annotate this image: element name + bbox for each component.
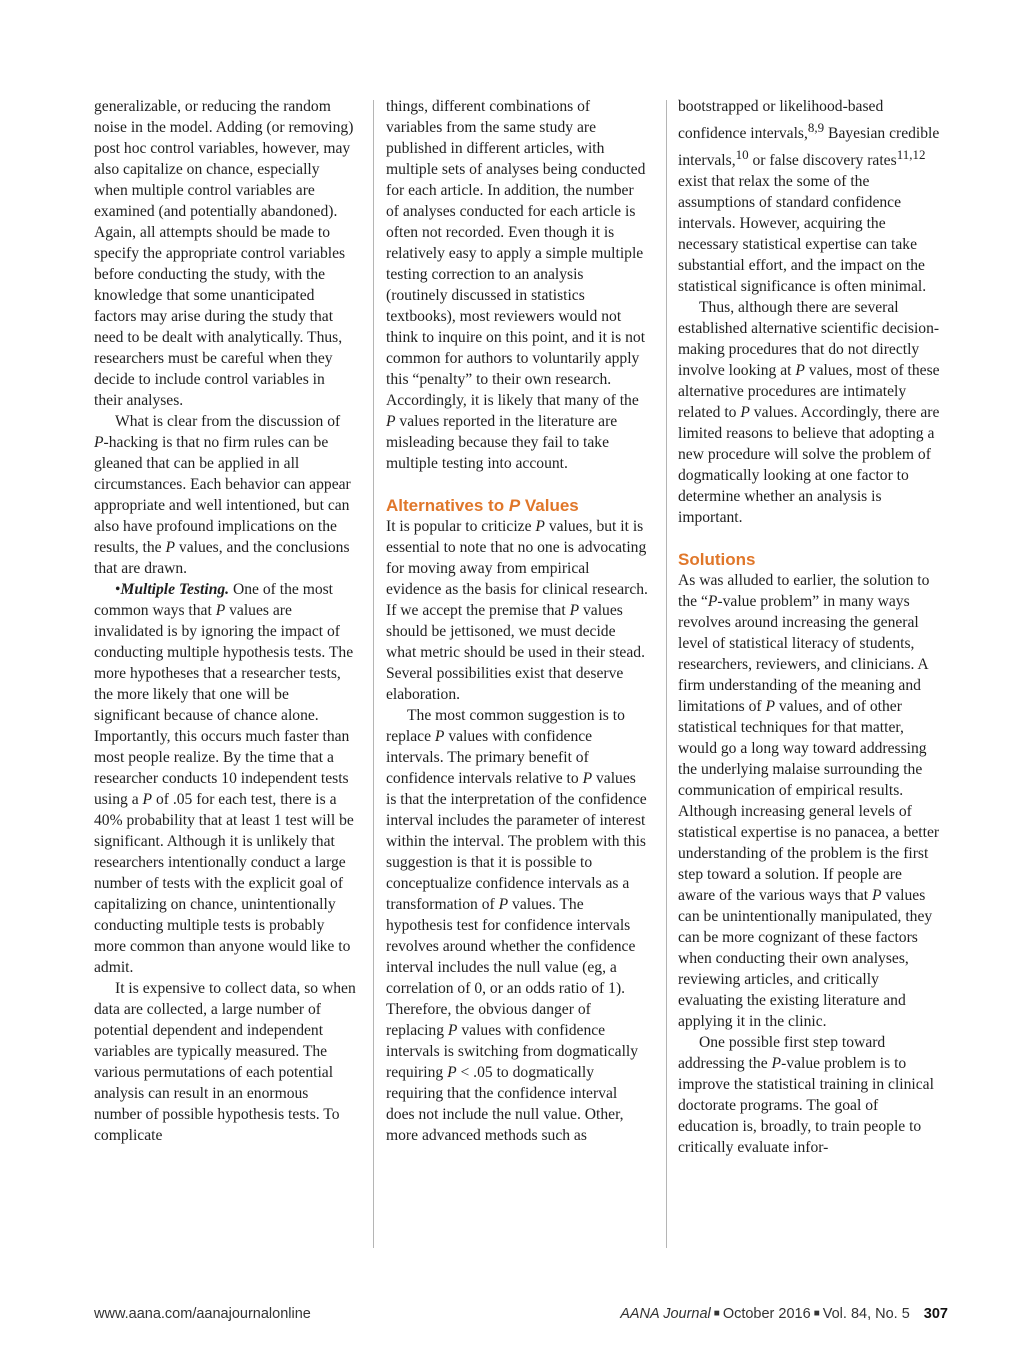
paragraph: Thus, although there are several established alternative scientific decision-making procedures that do not directly involve looking at P values, most of these alternative procedures are intimately related to P values. Accordingly, there are limited reasons to believe that adopting a new procedure will solve the problem of dogmatically looking at one factor to determine whether an analysis is important. (678, 299, 940, 527)
section-heading-solutions: Solutions (678, 550, 756, 570)
journal-name: AANA Journal (620, 1306, 711, 1322)
paragraph: What is clear from the discussion of P-hacking is that no firm rules can be gleaned that can be applied in all circumstances. Each behavior can appear appropriate and well intentioned, but can also have profound implications on the results, the P values, and the conclusions that are drawn. (94, 413, 351, 577)
paragraph: bootstrapped or likelihood-based confidence intervals,$^{8,9}$ Bayesian credible intervals,$^{10}$ or false discovery rates$^{11,12}$ exist that relax the some of the assumptions of standard confidence intervals. However, acquiring the necessary statistical expertise can take substantial effort, and the impact on the statistical significance is often minimal. (678, 98, 940, 296)
issue-date: October 2016 (722, 1306, 811, 1322)
citation: 8,9 (807, 120, 825, 135)
page-number: 307 (923, 1306, 948, 1322)
square-separator-icon: ■ (713, 1308, 720, 1319)
citation: 11,12 (896, 147, 926, 163)
citation: 10 (735, 147, 749, 163)
volume-number: Vol. 84, No. 5 (822, 1306, 910, 1322)
paragraph: As was alluded to earlier, the solution to the “P-value problem” in many ways revolves around increasing the general level of statistical literacy of students, researchers, reviewers, and clinicians. A firm understanding of the meaning and limitations of P values, and of other statistical techniques for that matter, would go a long way toward addressing the underlying malaise surrounding the communication of empirical results. Although increasing general levels of statistical expertise is no panacea, a better understanding of the problem is the first step toward a solution. If people are aware of the various ways that P values can be unintentionally manipulated, they can be more cognizant of these factors when conducting their own analyses, reviewing articles, and critically evaluating the existing literature and applying it in the clinic. (678, 572, 940, 1031)
column-rule-1 (373, 100, 374, 1248)
square-separator-icon: ■ (813, 1308, 820, 1319)
column-1 (94, 96, 356, 1146)
column-3 (678, 96, 940, 1158)
bullet: • (115, 581, 121, 598)
paragraph: generalizable, or reducing the random noise in the model. Adding (or removing) post hoc control variables, however, may also capitalize on chance, especially when multiple control variables are examined (and potentially abandoned). Again, all attempts should be made to specify the appropriate control variables before conducting the study, with the knowledge that some unanticipated factors may arise during the study that need to be dealt with analytically. Thus, researchers must be careful when they decide to include control variables in their analyses. (94, 98, 354, 409)
paragraph: •Multiple Testing. One of the most common ways that P values are invalidated is by ignoring the impact of conducting multiple hypothesis tests. The more hypotheses that a researcher tests, the more likely that one will be significant because of chance alone. Importantly, this occurs much faster than most people realize. By the time that a researcher conducts 10 independent tests using a P of .05 for each test, there is a 40% probability that at least 1 test will be significant. Although it is unlikely that researchers intentionally conduct a large number of tests with the explicit goal of capitalizing on chance, unintentionally conducting multiple tests is probably more common than anyone would like to admit. (94, 581, 354, 976)
paragraph: One possible first step toward addressing the P-value problem is to improve the statistical training in clinical doctorate programs. The goal of education is, broadly, to train people to critically evaluate infor- (678, 1034, 934, 1157)
column-rule-2 (666, 100, 667, 1248)
spacer (678, 528, 940, 549)
column-2 (386, 96, 648, 1146)
spacer (386, 474, 648, 495)
paragraph: It is expensive to collect data, so when data are collected, a large number of potential dependent and independent variables are typically measured. The various permutations of each potential analysis can result in an enormous number of possible hypothesis tests. To complicate (94, 980, 356, 1144)
paragraph: It is popular to criticize P values, but it is essential to note that no one is advocating for moving away from empirical evidence as the basis for clinical research. If we accept the premise that P values should be jettisoned, we must decide what metric should be used in their stead. Several possibilities exist that deserve elaboration. (386, 518, 648, 703)
section-heading-alternatives: Alternatives to P Values (386, 496, 579, 515)
paragraph: things, different combinations of variables from the same study are published in different articles, with multiple sets of analyses being conducted for each article. In addition, the number of analyses conducted for each article is often not recorded. Even though it is relatively easy to apply a simple multiple testing correction to an analysis (routinely discussed in statistics textbooks), most reviewers would not think to inquire on this point, and it is not common for authors to voluntarily apply this “penalty” to their own research. Accordingly, it is likely that many of the P values reported in the literature are misleading because they fail to take multiple testing into account. (386, 98, 646, 472)
subheading-multiple-testing: Multiple Testing. (120, 581, 230, 598)
journal-url[interactable]: www.aana.com/aanajournalonline (94, 1306, 311, 1322)
paragraph: The most common suggestion is to replace P values with confidence intervals. The primary benefit of confidence intervals relative to P values is that the interpretation of the confidence interval includes the parameter of interest within the interval. The problem with this suggestion is that it is possible to conceptualize confidence intervals as a transformation of P values. The hypothesis test for confidence intervals revolves around whether the confidence interval includes the null value (eg, a correlation of 0, or an odds ratio of 1). Therefore, the obvious danger of replacing P values with confidence intervals is switching from dogmatically requiring P < .05 to dogmatically requiring that the confidence interval does not include the null value. Other, more advanced methods such as (386, 707, 647, 1144)
journal-citation (620, 1306, 948, 1322)
